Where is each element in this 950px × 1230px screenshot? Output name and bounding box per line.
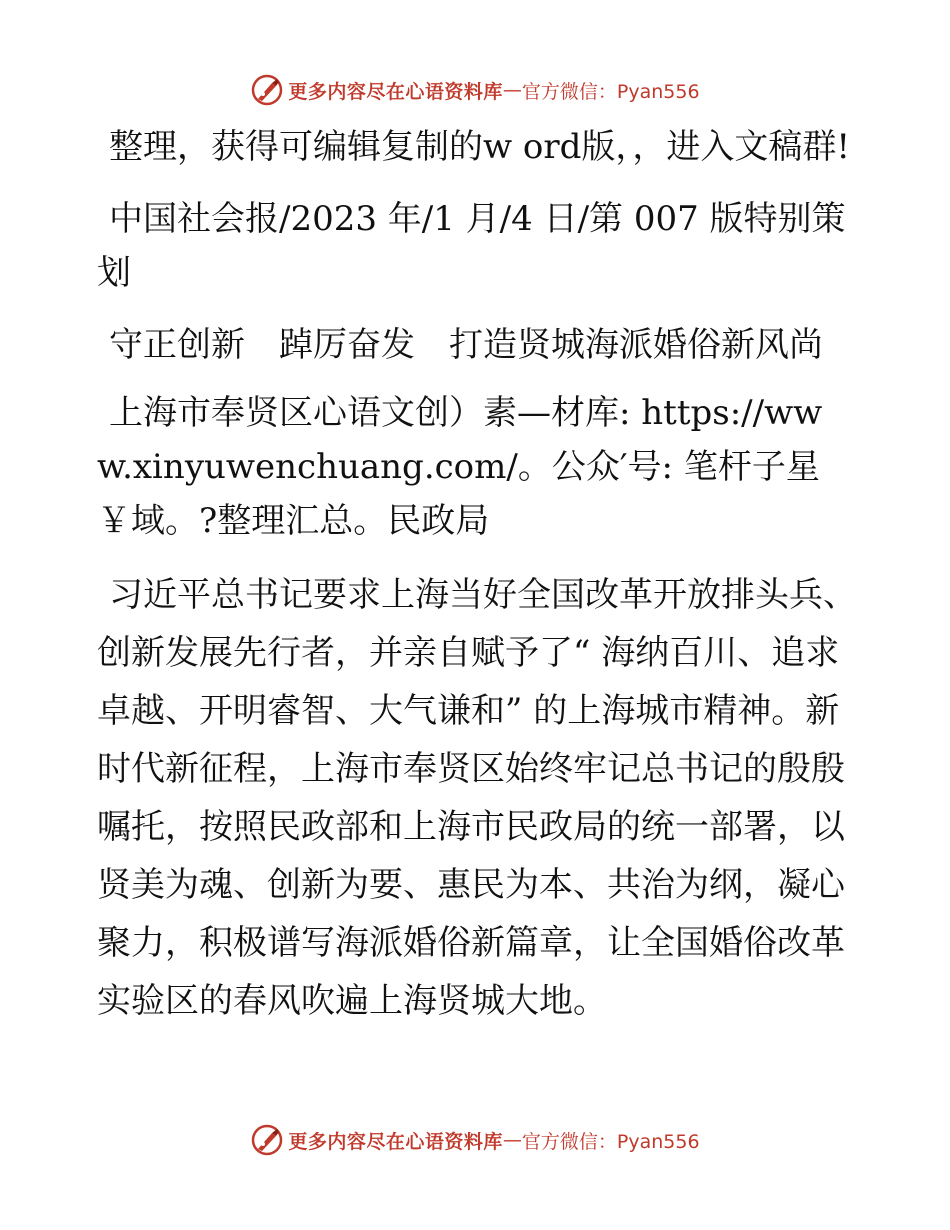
byline-paragraph: 上海市奉贤区心语文创）素—材库: https://www.xinyuwenchuang.com/。公众′号: 笔杆子星￥域。?整理汇总。民政局 (97, 393, 823, 541)
intro-paragraph: 整理，获得可编辑复制的w ord版，，进入文稿群! (109, 127, 851, 167)
document-body (97, 120, 857, 1048)
pen-logo-icon (250, 73, 284, 107)
header-separator: — (502, 79, 522, 101)
header-wechat-text: 官方微信：Pyan556 (521, 80, 700, 103)
pen-logo-icon (250, 1123, 284, 1157)
source-line: 中国社会报/2023 年/1 月/4 日/第 007 版特别策划 (97, 199, 846, 293)
footer-promo-text: 更多内容尽在心语资料库 (288, 1130, 503, 1153)
header-banner (0, 70, 950, 110)
header-promo-text: 更多内容尽在心语资料库 (288, 80, 503, 103)
body-paragraph: 习近平总书记要求上海当好全国改革开放排头兵、创新发展先行者，并亲自赋予了“ 海纳百川、追求卓越、开明睿智、大气谦和” 的上海城市精神。新时代新征程，上海市奉贤区始终牢记总书记的殷殷嘱托，按照民政部和上海市民政局的统一部署，以贤美为魂、创新为要、惠民为本、共治为纲，凝心聚力，积极谱写海派婚俗新篇章，让全国婚俗改革实验区的春风吹遍上海贤城大地。 (97, 575, 857, 1021)
article-title: 守正创新 踔厉奋发 打造贤城海派婚俗新风尚 (109, 325, 823, 365)
footer-wechat-text: 官方微信：Pyan556 (521, 1130, 700, 1153)
footer-separator: — (502, 1129, 522, 1151)
footer-banner (0, 1120, 950, 1160)
